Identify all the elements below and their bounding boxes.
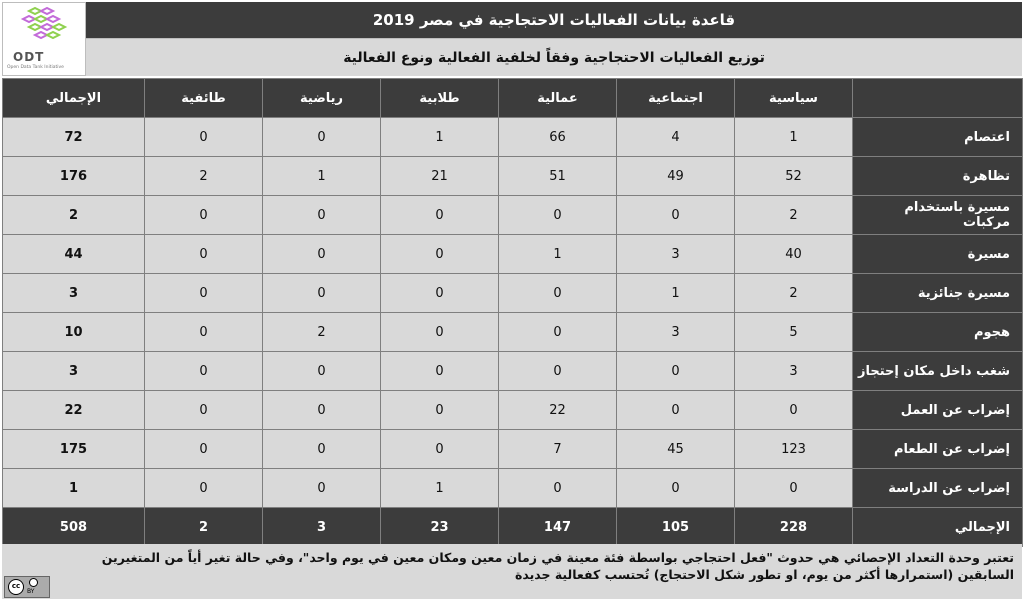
table-cell: 0 xyxy=(381,391,499,430)
table-cell: 0 xyxy=(499,469,617,508)
table-cell: 0 xyxy=(263,196,381,235)
table-cell: 5 xyxy=(735,313,853,352)
table-cell: 0 xyxy=(263,391,381,430)
table-row xyxy=(3,313,1023,352)
table-cell: 21 xyxy=(381,157,499,196)
table-cell: 0 xyxy=(145,235,263,274)
table-cell: 0 xyxy=(499,313,617,352)
row-label: مسيرة جنائزية xyxy=(853,274,1023,313)
table-cell: 0 xyxy=(145,196,263,235)
row-label: إضراب عن الطعام xyxy=(853,430,1023,469)
total-cell: 2 xyxy=(145,508,263,547)
row-label: إضراب عن الدراسة xyxy=(853,469,1023,508)
table-row xyxy=(3,196,1023,235)
table-cell: 0 xyxy=(617,196,735,235)
page-title: قاعدة بيانات الفعاليات الاحتجاجية في مصر 2019 xyxy=(86,2,1022,38)
column-header-total: الإجمالي xyxy=(3,79,145,118)
row-label: شغب داخل مكان إحتجاز xyxy=(853,352,1023,391)
table-cell: 52 xyxy=(735,157,853,196)
row-total-cell: 3 xyxy=(3,274,145,313)
table-cell: 0 xyxy=(145,352,263,391)
row-label: تظاهرة xyxy=(853,157,1023,196)
total-cell: 508 xyxy=(3,508,145,547)
page-subtitle: توزيع الفعاليات الاحتجاجية وفقاً لخلفية الفعالية ونوع الفعالية xyxy=(86,38,1022,76)
table-cell: 51 xyxy=(499,157,617,196)
table-cell: 0 xyxy=(263,469,381,508)
table-cell: 22 xyxy=(499,391,617,430)
table-cell: 0 xyxy=(263,274,381,313)
column-header: رياضية xyxy=(263,79,381,118)
column-header: عمالية xyxy=(499,79,617,118)
footer-note: تعتبر وحدة التعداد الإحصائي هي حدوث "فعل احتجاجي بواسطة فئة معينة في زمان معين ومكان معين في يوم واحد"، وفي حالة تغير أياً من المتغيرين السابقين (استمرارها أكثر من يوم، او تطور شكل الاحتجاج) تُحتسب كفعالية جديدة xyxy=(2,544,1022,599)
table-row xyxy=(3,118,1023,157)
table-row xyxy=(3,391,1023,430)
table-cell: 0 xyxy=(145,430,263,469)
column-header: اجتماعية xyxy=(617,79,735,118)
odt-logo xyxy=(2,2,86,76)
table-cell: 0 xyxy=(735,469,853,508)
table-cell: 0 xyxy=(145,118,263,157)
table-cell: 0 xyxy=(263,118,381,157)
row-total-cell: 2 xyxy=(3,196,145,235)
row-label: اعتصام xyxy=(853,118,1023,157)
table-row xyxy=(3,274,1023,313)
table-cell: 0 xyxy=(499,352,617,391)
table-cell: 0 xyxy=(145,274,263,313)
table-cell: 1 xyxy=(263,157,381,196)
row-label: إضراب عن العمل xyxy=(853,391,1023,430)
total-cell: 3 xyxy=(263,508,381,547)
cc-by-label: BY xyxy=(27,588,35,595)
cc-icon: cc xyxy=(8,579,24,595)
row-total-cell: 22 xyxy=(3,391,145,430)
table-row xyxy=(3,235,1023,274)
total-row xyxy=(3,508,1023,547)
row-total-cell: 176 xyxy=(3,157,145,196)
table-cell: 1 xyxy=(735,118,853,157)
logo-text: ODT xyxy=(13,50,45,64)
table-cell: 0 xyxy=(381,352,499,391)
table-cell: 2 xyxy=(735,196,853,235)
row-total-cell: 44 xyxy=(3,235,145,274)
table-row xyxy=(3,352,1023,391)
table-cell: 123 xyxy=(735,430,853,469)
table-cell: 0 xyxy=(263,430,381,469)
row-total-cell: 10 xyxy=(3,313,145,352)
header-corner-cell xyxy=(853,79,1023,118)
total-cell: 228 xyxy=(735,508,853,547)
column-header: طائفية xyxy=(145,79,263,118)
table-cell: 0 xyxy=(145,313,263,352)
table-cell: 0 xyxy=(499,196,617,235)
table-cell: 7 xyxy=(499,430,617,469)
protest-table xyxy=(2,78,1023,547)
table-cell: 0 xyxy=(381,235,499,274)
table-cell: 0 xyxy=(617,352,735,391)
table-cell: 0 xyxy=(263,235,381,274)
table-cell: 1 xyxy=(381,469,499,508)
table-cell: 2 xyxy=(145,157,263,196)
row-total-cell: 3 xyxy=(3,352,145,391)
table-cell: 1 xyxy=(617,274,735,313)
total-cell: 105 xyxy=(617,508,735,547)
total-cell: 23 xyxy=(381,508,499,547)
table-cell: 1 xyxy=(499,235,617,274)
column-header: سياسية xyxy=(735,79,853,118)
table-cell: 0 xyxy=(381,313,499,352)
table-row xyxy=(3,157,1023,196)
table-cell: 0 xyxy=(381,196,499,235)
by-person-icon xyxy=(29,578,38,587)
table-cell: 0 xyxy=(499,274,617,313)
table-cell: 49 xyxy=(617,157,735,196)
logo-cubes-icon xyxy=(15,5,75,49)
row-label: مسيرة xyxy=(853,235,1023,274)
logo-tagline: Open Data Tank Initiative xyxy=(7,65,64,70)
table-row xyxy=(3,469,1023,508)
table-header-row xyxy=(3,79,1023,118)
row-total-cell: 72 xyxy=(3,118,145,157)
table-cell: 0 xyxy=(381,430,499,469)
total-row-label: الإجمالي xyxy=(853,508,1023,547)
table-cell: 40 xyxy=(735,235,853,274)
table-cell: 0 xyxy=(735,391,853,430)
cc-license-badge xyxy=(4,576,50,598)
total-cell: 147 xyxy=(499,508,617,547)
table-cell: 3 xyxy=(617,313,735,352)
table-cell: 0 xyxy=(263,352,381,391)
table-cell: 3 xyxy=(735,352,853,391)
table-cell: 66 xyxy=(499,118,617,157)
table-cell: 2 xyxy=(263,313,381,352)
table-cell: 2 xyxy=(735,274,853,313)
column-header: طلابية xyxy=(381,79,499,118)
table-cell: 0 xyxy=(145,469,263,508)
table-cell: 0 xyxy=(617,469,735,508)
row-label: مسيرة باستخدام مركبات xyxy=(853,196,1023,235)
table-cell: 0 xyxy=(617,391,735,430)
row-total-cell: 175 xyxy=(3,430,145,469)
table-cell: 0 xyxy=(381,274,499,313)
table-row xyxy=(3,430,1023,469)
table-cell: 45 xyxy=(617,430,735,469)
table-cell: 0 xyxy=(145,391,263,430)
row-total-cell: 1 xyxy=(3,469,145,508)
table-cell: 1 xyxy=(381,118,499,157)
table-cell: 4 xyxy=(617,118,735,157)
table-cell: 3 xyxy=(617,235,735,274)
row-label: هجوم xyxy=(853,313,1023,352)
